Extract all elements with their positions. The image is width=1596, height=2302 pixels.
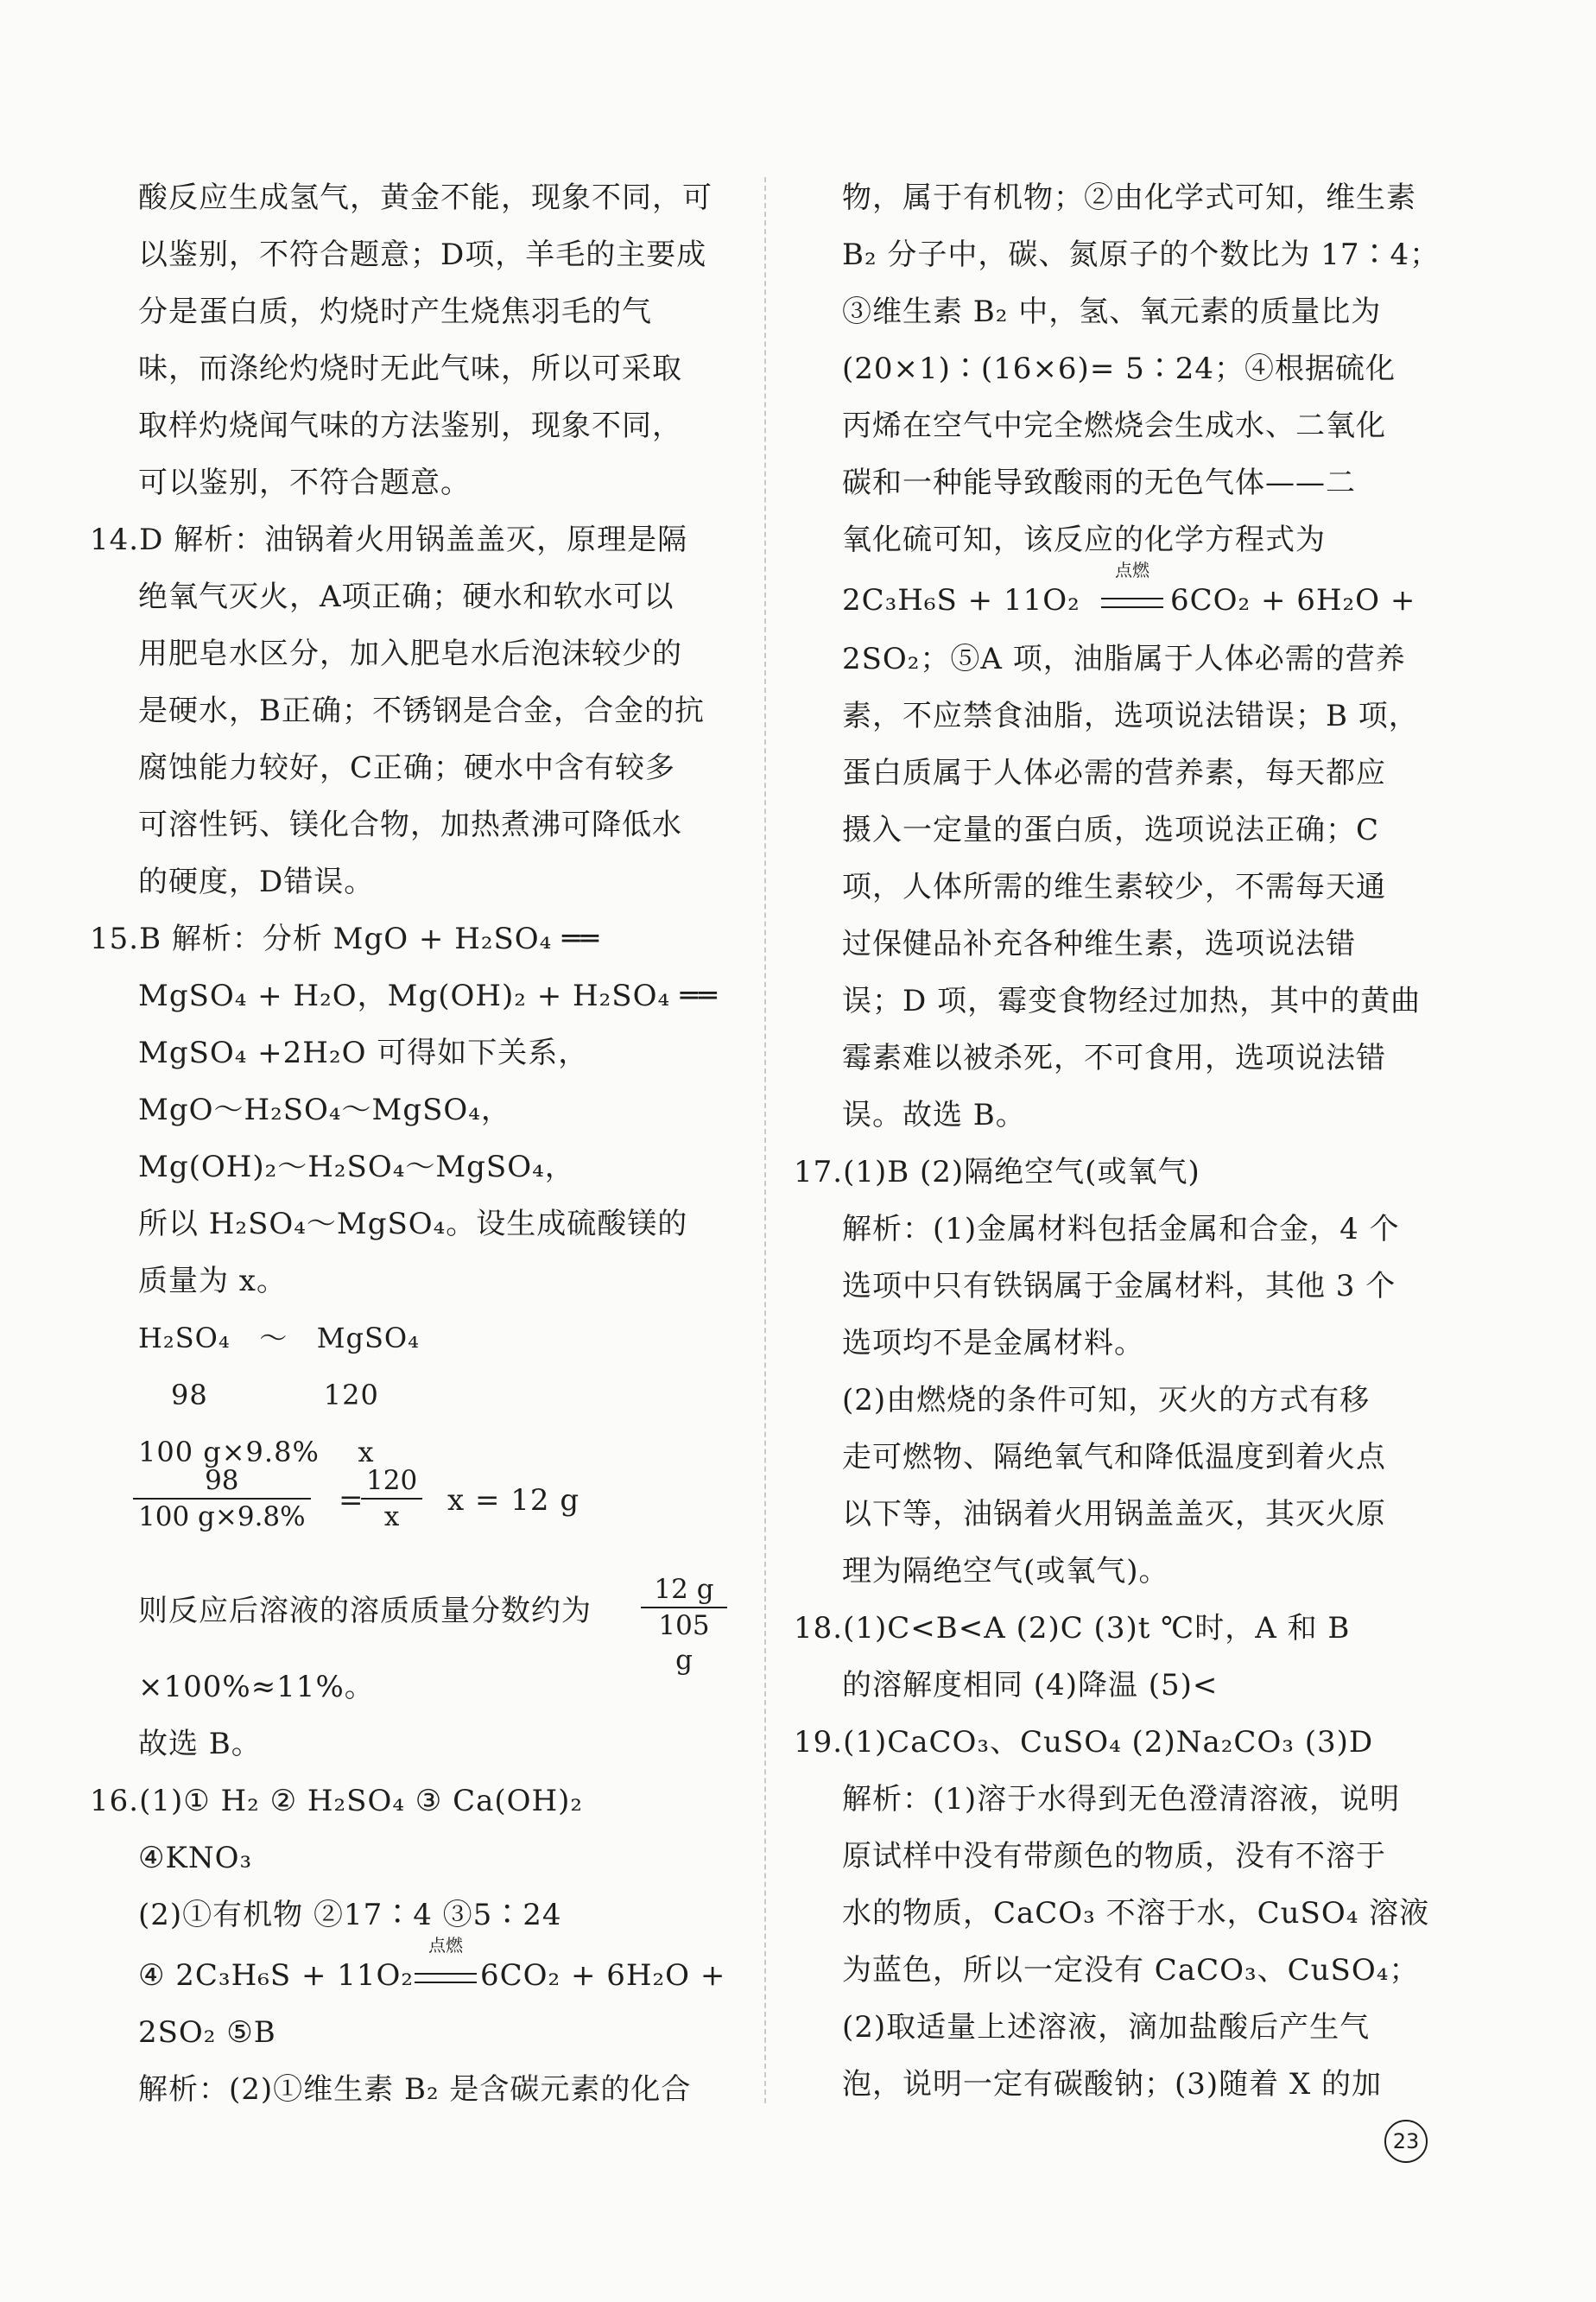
text-line: 理为隔绝空气(或氧气)。 — [842, 1554, 1169, 1589]
text-line: B₂ 分子中，碳、氮原子的个数比为 17∶4； — [842, 238, 1441, 272]
text-line: 摄入一定量的蛋白质，选项说法正确；C — [842, 813, 1380, 847]
text-line: 选项均不是金属材料。 — [842, 1326, 1144, 1360]
answer-16: 16.(1)① H₂ ② H₂SO₄ ③ Ca(OH)₂ — [90, 1784, 584, 1818]
text-line: 解析：(2)①维生素 B₂ 是含碳元素的化合 — [138, 2072, 692, 2107]
text-line: 酸反应生成氢气，黄金不能，现象不同，可 — [138, 181, 712, 215]
text-line: (20×1)∶(16×6)= 5∶24；④根据硫化 — [842, 352, 1396, 386]
text-line: 素，不应禁食油脂，选项说法错误；B 项， — [842, 699, 1419, 733]
text-line: 碳和一种能导致酸雨的无色气体——二 — [842, 466, 1356, 500]
text-line: 的溶解度相同 (4)降温 (5)< — [842, 1668, 1219, 1703]
fraction-denominator: x — [383, 1501, 400, 1532]
equation-rhs: 6CO₂ + 6H₂O + — [1170, 583, 1416, 618]
text-line: 丙烯在空气中完全燃烧会生成水、二氧化 — [842, 409, 1386, 443]
equation-rhs: 6CO₂ + 6H₂O + — [480, 1958, 726, 1993]
column-divider — [764, 177, 766, 2103]
text-line: 质量为 x。 — [138, 1264, 287, 1298]
text-line: ③维生素 B₂ 中，氢、氧元素的质量比为 — [842, 295, 1382, 329]
text-line: 取样灼烧闻气味的方法鉴别，现象不同， — [138, 409, 682, 443]
calc-line: 98 120 — [171, 1379, 379, 1411]
fraction-right — [361, 1463, 422, 1534]
fraction-numerator: 12 g — [641, 1572, 727, 1608]
text-line: 所以 H₂SO₄～MgSO₄。设生成硫酸镁的 — [138, 1207, 688, 1241]
text-line: 选项中只有铁锅属于金属材料，其他 3 个 — [842, 1269, 1396, 1303]
text-line: 误；D 项，霉变食物经过加热，其中的黄曲 — [842, 984, 1422, 1018]
text-line: 走可燃物、隔绝氧气和降低温度到着火点 — [842, 1440, 1386, 1474]
equation-lhs: ④ 2C₃H₆S + 11O₂ — [138, 1958, 415, 1993]
text-line: ④KNO₃ — [138, 1841, 253, 1875]
text-line: 水的物质，CaCO₃ 不溶于水，CuSO₄ 溶液 — [842, 1896, 1430, 1931]
text-line: 解析：(1)金属材料包括金属和合金，4 个 — [842, 1212, 1400, 1246]
text-line: 可以鉴别，不符合题意。 — [138, 466, 471, 500]
fraction-denominator: 100 g×9.8% — [138, 1501, 306, 1532]
text-line: 是硬水，B正确；不锈钢是合金，合金的抗 — [138, 694, 705, 728]
text-line: 物，属于有机物；②由化学式可知，维生素 — [842, 181, 1416, 215]
text-line: 氧化硫可知，该反应的化学方程式为 — [842, 523, 1326, 557]
text-line: 分是蛋白质，灼烧时产生烧焦羽毛的气 — [138, 295, 652, 329]
text-line: 用肥皂水区分，加入肥皂水后泡沫较少的 — [138, 637, 682, 671]
equals-sign: = — [339, 1483, 364, 1518]
equation-line: MgSO₄ + H₂O，Mg(OH)₂ + H₂SO₄ ══ — [138, 979, 718, 1013]
fraction-numerator: 98 — [133, 1463, 311, 1500]
text-line: 则反应后溶液的溶质质量分数约为 — [138, 1594, 592, 1628]
text-line: 以鉴别，不符合题意；D项，羊毛的主要成 — [138, 238, 707, 272]
relation-line: MgO～H₂SO₄～MgSO₄， — [138, 1093, 511, 1127]
text-line: 霉素难以被杀死，不可食用，选项说法错 — [842, 1041, 1386, 1075]
text-line: 蛋白质属于人体必需的营养素，每天都应 — [842, 756, 1386, 790]
text-line: 过保健品补充各种维生素，选项说法错 — [842, 927, 1356, 961]
answer-15: 15.B 解析：分析 MgO + H₂SO₄ ══ — [90, 922, 600, 956]
reaction-condition: 点燃 — [428, 1935, 463, 1956]
text-line: 2SO₂；⑤A 项，油脂属于人体必需的营养 — [842, 642, 1406, 676]
text-line: (2)由燃烧的条件可知，灭火的方式有移 — [842, 1383, 1371, 1417]
calc-line: 100 g×9.8% x — [138, 1436, 375, 1468]
reaction-arrow — [1101, 598, 1163, 608]
answer-19: 19.(1)CaCO₃、CuSO₄ (2)Na₂CO₃ (3)D — [794, 1725, 1374, 1760]
text-line: 项，人体所需的维生素较少，不需每天通 — [842, 870, 1386, 904]
relation-line: Mg(OH)₂～H₂SO₄～MgSO₄， — [138, 1150, 575, 1184]
equation-line: MgSO₄ +2H₂O 可得如下关系， — [138, 1036, 589, 1070]
fraction-left — [133, 1463, 311, 1534]
text-line: 误。故选 B。 — [842, 1098, 1026, 1132]
page-number: 23 — [1384, 2120, 1428, 2163]
fraction-numerator: 120 — [361, 1463, 422, 1500]
text-line: 为蓝色，所以一定没有 CaCO₃、CuSO₄； — [842, 1953, 1420, 1988]
calc-result: x = 12 g — [447, 1483, 580, 1518]
text-line: 以下等，油锅着火用锅盖盖灭，其灭火原 — [842, 1497, 1386, 1531]
text-line: (2)①有机物 ②17∶4 ③5∶24 — [138, 1898, 562, 1932]
reaction-arrow — [415, 1973, 477, 1983]
calc-line: H₂SO₄ ～ MgSO₄ — [138, 1322, 420, 1354]
text-line: 腐蚀能力较好，C正确；硬水中含有较多 — [138, 751, 676, 785]
fraction-denominator: 105 g — [658, 1610, 710, 1676]
answer-17: 17.(1)B (2)隔绝空气(或氧气) — [794, 1155, 1200, 1189]
text-line: 故选 B。 — [138, 1727, 262, 1761]
text-line: 的硬度，D错误。 — [138, 865, 375, 899]
text-line: 泡，说明一定有碳酸钠；(3)随着 X 的加 — [842, 2067, 1382, 2102]
reaction-condition: 点燃 — [1115, 560, 1150, 580]
text-line: 绝氧气灭火，A项正确；硬水和软水可以 — [138, 580, 674, 614]
text-line: 原试样中没有带颜色的物质，没有不溶于 — [842, 1839, 1386, 1874]
text-line: (2)取适量上述溶液，滴加盐酸后产生气 — [842, 2010, 1371, 2045]
text-line: ×100%≈11%。 — [138, 1670, 375, 1704]
text-line: 2SO₂ ⑤B — [138, 2015, 276, 2050]
answer-18: 18.(1)C<B<A (2)C (3)t ℃时，A 和 B — [794, 1611, 1351, 1646]
answer-14: 14.D 解析：油锅着火用锅盖盖灭，原理是隔 — [90, 523, 688, 557]
equation-lhs: 2C₃H₆S + 11O₂ — [842, 583, 1080, 618]
text-line: 解析：(1)溶于水得到无色澄清溶液，说明 — [842, 1782, 1401, 1817]
text-line: 味，而涤纶灼烧时无此气味，所以可采取 — [138, 352, 682, 386]
text-line: 可溶性钙、镁化合物，加热煮沸可降低水 — [138, 808, 682, 842]
